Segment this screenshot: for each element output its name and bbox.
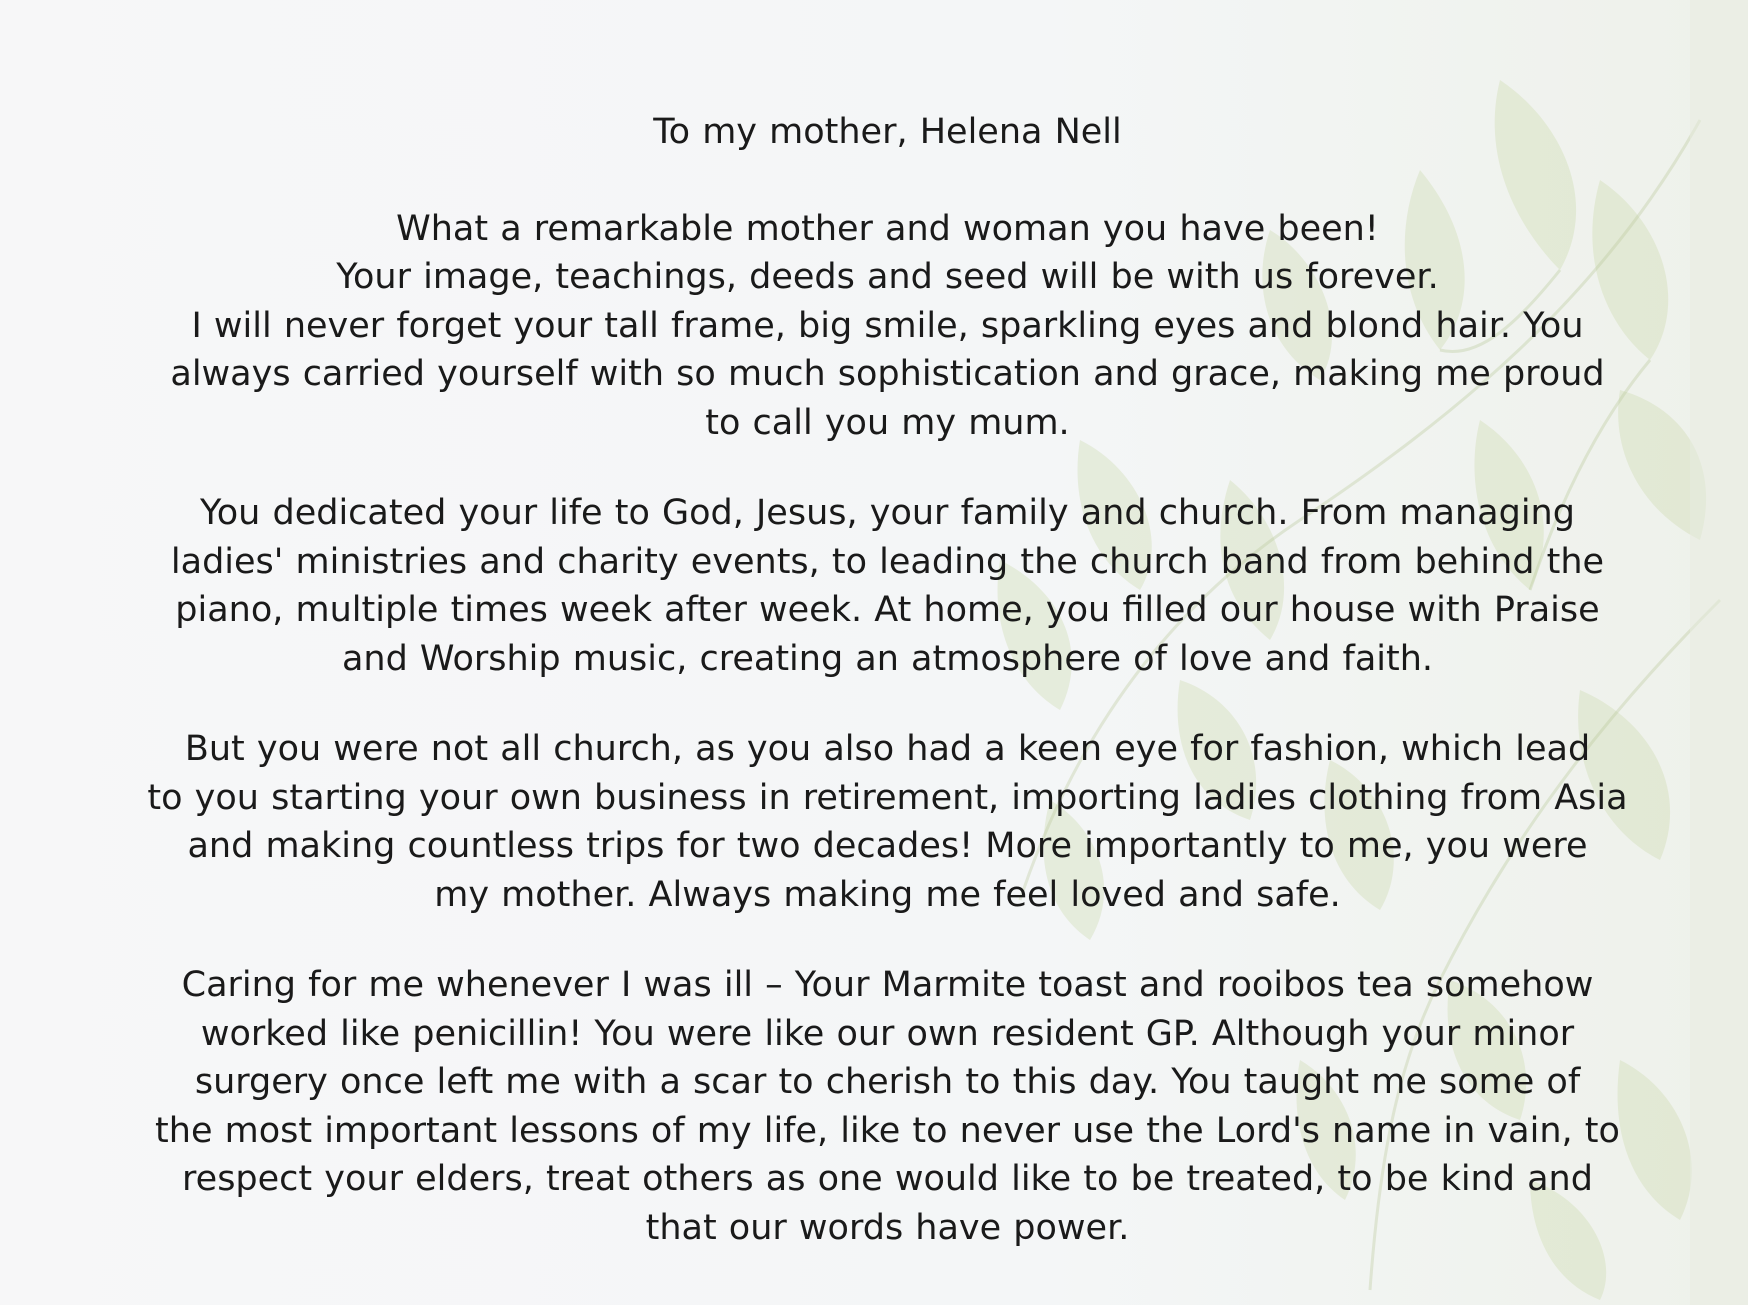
text-line: ladies' ministries and charity events, to leading the church band from behind the [170, 541, 1605, 582]
text-line: to you starting your own business in retirement, importing ladies clothing from Asia [147, 777, 1628, 818]
text-line: my mother. Always making me feel loved and safe. [434, 874, 1341, 915]
text-line: Caring for me whenever I was ill – Your Marmite toast and rooibos tea somehow [181, 965, 1594, 1005]
text-line: You dedicated your life to God, Jesus, your family and church. From managing [200, 493, 1575, 533]
text-line: But you were not all church, as you also had a keen eye for fashion, which lead [184, 729, 1591, 769]
text-line: Your image, teachings, deeds and seed will be with us forever. [336, 257, 1439, 297]
text-line: to call you my mum. [705, 402, 1070, 443]
paragraph-3 [110, 725, 1665, 919]
memorial-text [110, 108, 1665, 1252]
text-line: and Worship music, creating an atmosphere of love and faith. [341, 638, 1434, 679]
text-line: piano, multiple times week after week. At home, you filled our house with Praise [175, 590, 1600, 630]
paragraph-4 [110, 961, 1665, 1252]
text-line: respect your elders, treat others as one would like to be treated, to be kind and [182, 1159, 1593, 1199]
text-line: that our words have power. [645, 1207, 1130, 1248]
page-title: To my mother, Helena Nell [653, 112, 1122, 152]
text-line: surgery once left me with a scar to cherish to this day. You taught me some of [194, 1062, 1581, 1102]
text-line: What a remarkable mother and woman you have been! [396, 208, 1379, 249]
text-line: I will never forget your tall frame, big smile, sparkling eyes and blond hair. You [191, 305, 1584, 346]
paragraph-2 [110, 489, 1665, 683]
text-line: worked like penicillin! You were like our own resident GP. Although your minor [200, 1013, 1575, 1054]
text-line: and making countless trips for two decades! More importantly to me, you were [187, 826, 1588, 866]
text-line: the most important lessons of my life, like to never use the Lord's name in vain, to [155, 1110, 1620, 1151]
text-line: always carried yourself with so much sophistication and grace, making me proud [170, 354, 1605, 394]
paragraph-1 [110, 205, 1665, 448]
